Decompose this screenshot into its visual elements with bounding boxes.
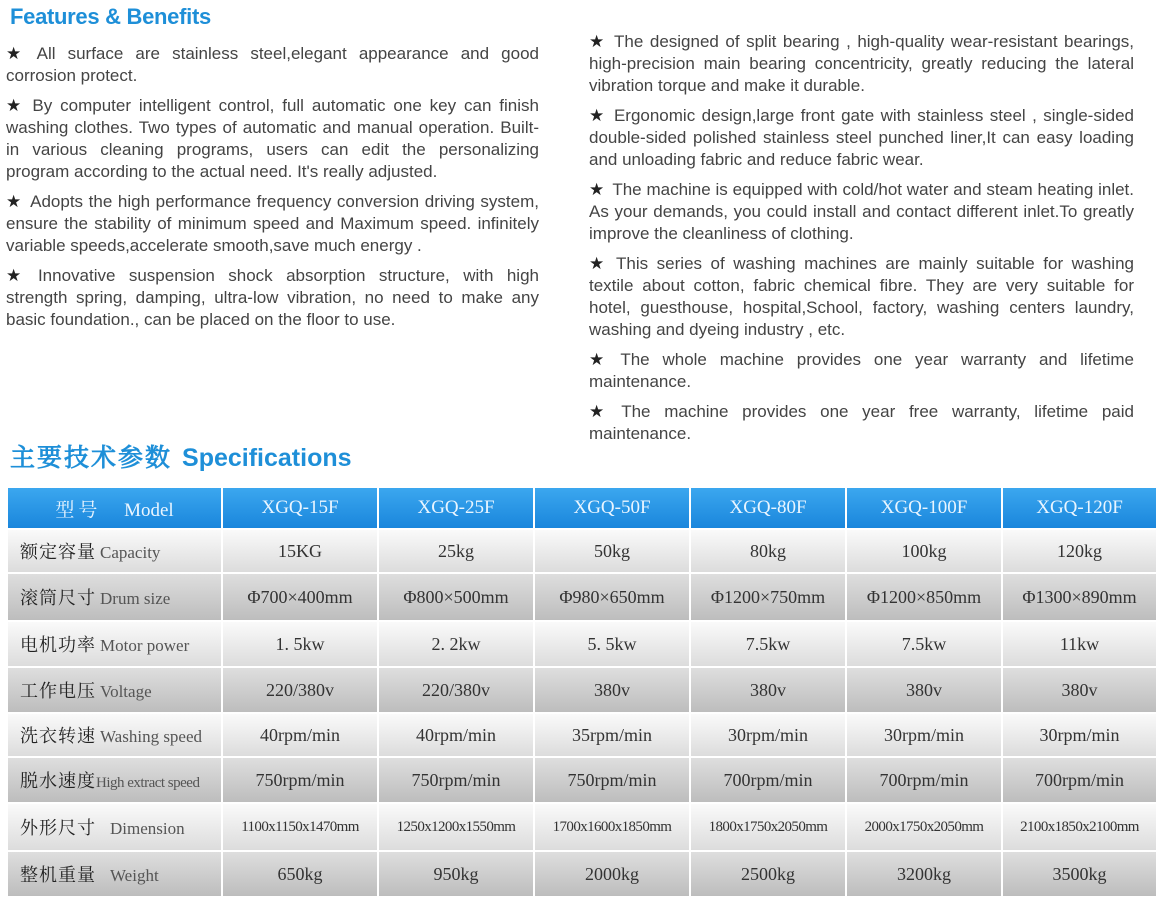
table-cell: 380v <box>1002 667 1157 713</box>
table-cell: 950kg <box>378 851 534 897</box>
feature-item: ★ The machine is equipped with cold/hot water and steam heating inlet. As your demands, you could install and contact different inlet.To greatly improve the cleanliness of clothing. <box>589 180 1134 243</box>
star-icon: ★ <box>589 402 614 421</box>
row-label: 工作电压 Voltage <box>7 667 222 713</box>
table-cell: 5. 5kw <box>534 621 690 667</box>
feature-item: ★ This series of washing machines are mainly suitable for washing textile about cotton, fabric chemical fibre. They are very suitable for hotel, guesthouse, hospital,School, factory, washing centers laundry, washing and dyeing industry , etc. <box>589 254 1134 339</box>
table-cell: 1800x1750x2050mm <box>690 803 846 851</box>
table-cell: 1100x1150x1470mm <box>222 803 378 851</box>
model-header: XGQ-100F <box>846 487 1002 529</box>
feature-item: ★ Ergonomic design,large front gate with stainless steel , single-sided double-sided polished stainless steel punched liner,It can easy loading and unloading fabric and reduce fabric wear. <box>589 106 1134 169</box>
table-cell: 1. 5kw <box>222 621 378 667</box>
table-cell: 40rpm/min <box>378 713 534 757</box>
table-header-row <box>7 487 1157 529</box>
table-cell: Φ980×650mm <box>534 573 690 621</box>
star-icon: ★ <box>589 254 609 273</box>
table-cell: 700rpm/min <box>690 757 846 803</box>
specifications-title-en: Specifications <box>182 444 352 472</box>
table-cell: 40rpm/min <box>222 713 378 757</box>
star-icon: ★ <box>6 96 25 115</box>
table-cell: 2000x1750x2050mm <box>846 803 1002 851</box>
row-label: 整机重量 Weight <box>7 851 222 897</box>
feature-item: ★ Innovative suspension shock absorption structure, with high strength spring, damping, ultra-low vibration, no need to make any basic foundation., can be placed on the floor to use. <box>6 266 539 329</box>
table-cell: 15KG <box>222 529 378 573</box>
table-cell: Φ1300×890mm <box>1002 573 1157 621</box>
feature-item: ★ The machine provides one year free warranty, lifetime paid maintenance. <box>589 402 1134 443</box>
table-row <box>7 757 1157 803</box>
table-row <box>7 573 1157 621</box>
feature-item: ★ The whole machine provides one year warranty and lifetime maintenance. <box>589 350 1134 391</box>
table-cell: 380v <box>846 667 1002 713</box>
table-row <box>7 621 1157 667</box>
row-label: 滚筒尺寸 Drum size <box>7 573 222 621</box>
table-cell: 380v <box>534 667 690 713</box>
table-cell: 3200kg <box>846 851 1002 897</box>
table-cell: 3500kg <box>1002 851 1157 897</box>
features-left-column <box>6 43 539 339</box>
star-icon: ★ <box>589 180 605 199</box>
table-cell: 380v <box>690 667 846 713</box>
table-row <box>7 529 1157 573</box>
features-title: Features & Benefits <box>10 4 211 29</box>
star-icon: ★ <box>589 350 613 369</box>
table-cell: Φ700×400mm <box>222 573 378 621</box>
table-cell: Φ1200×750mm <box>690 573 846 621</box>
table-cell: 35rpm/min <box>534 713 690 757</box>
header-label-en: Model <box>124 499 174 521</box>
model-header: XGQ-25F <box>378 487 534 529</box>
table-row <box>7 851 1157 897</box>
table-cell: Φ1200×850mm <box>846 573 1002 621</box>
table-cell: 750rpm/min <box>378 757 534 803</box>
star-icon: ★ <box>6 266 30 285</box>
row-label: 外形尺寸 Dimension <box>7 803 222 851</box>
table-cell: 80kg <box>690 529 846 573</box>
table-cell: 750rpm/min <box>222 757 378 803</box>
specifications-table <box>6 486 1158 898</box>
table-row <box>7 713 1157 757</box>
row-label: 电机功率 Motor power <box>7 621 222 667</box>
table-cell: 30rpm/min <box>690 713 846 757</box>
table-row <box>7 803 1157 851</box>
star-icon: ★ <box>6 44 29 63</box>
table-cell: 2500kg <box>690 851 846 897</box>
table-row <box>7 667 1157 713</box>
feature-item: ★ Adopts the high performance frequency conversion driving system, ensure the stability of minimum speed and Maximum speed. infinitely variable speeds,accelerate smooth,save much energy . <box>6 192 539 255</box>
table-cell: 11kw <box>1002 621 1157 667</box>
row-label: 额定容量 Capacity <box>7 529 222 573</box>
table-cell: 2. 2kw <box>378 621 534 667</box>
table-cell: 50kg <box>534 529 690 573</box>
table-cell: Φ800×500mm <box>378 573 534 621</box>
table-cell: 220/380v <box>378 667 534 713</box>
model-header: XGQ-50F <box>534 487 690 529</box>
star-icon: ★ <box>589 32 607 51</box>
specifications-title-cn: 主要技术参数 <box>10 443 173 472</box>
feature-item: ★ By computer intelligent control, full automatic one key can finish washing clothes. Two types of automatic and manual operation. Built-in various cleaning programs, users can edit the personalizing program according to the actual need. It's really adjusted. <box>6 96 539 181</box>
table-cell: 700rpm/min <box>1002 757 1157 803</box>
table-cell: 25kg <box>378 529 534 573</box>
table-cell: 7.5kw <box>690 621 846 667</box>
table-cell: 7.5kw <box>846 621 1002 667</box>
table-cell: 2100x1850x2100mm <box>1002 803 1157 851</box>
model-header: XGQ-80F <box>690 487 846 529</box>
feature-item: ★ All surface are stainless steel,elegant appearance and good corrosion protect. <box>6 44 539 85</box>
row-label: 洗衣转速 Washing speed <box>7 713 222 757</box>
table-cell: 1700x1600x1850mm <box>534 803 690 851</box>
feature-item: ★ The designed of split bearing , high-quality wear-resistant bearings, high-precision main bearing concentricity, greatly reducing the lateral vibration torque and make it durable. <box>589 32 1134 95</box>
table-cell: 2000kg <box>534 851 690 897</box>
header-label <box>7 487 222 529</box>
model-header: XGQ-120F <box>1002 487 1157 529</box>
features-right-column <box>589 31 1134 453</box>
table-cell: 220/380v <box>222 667 378 713</box>
table-cell: 650kg <box>222 851 378 897</box>
star-icon: ★ <box>589 106 606 125</box>
table-cell: 120kg <box>1002 529 1157 573</box>
star-icon: ★ <box>6 192 23 211</box>
table-cell: 750rpm/min <box>534 757 690 803</box>
table-cell: 30rpm/min <box>1002 713 1157 757</box>
model-header: XGQ-15F <box>222 487 378 529</box>
table-cell: 700rpm/min <box>846 757 1002 803</box>
table-cell: 100kg <box>846 529 1002 573</box>
table-cell: 1250x1200x1550mm <box>378 803 534 851</box>
header-label-cn: 型号 <box>55 498 102 521</box>
table-cell: 30rpm/min <box>846 713 1002 757</box>
row-label: 脱水速度High extract speed <box>7 757 222 803</box>
specifications-title <box>10 438 352 474</box>
